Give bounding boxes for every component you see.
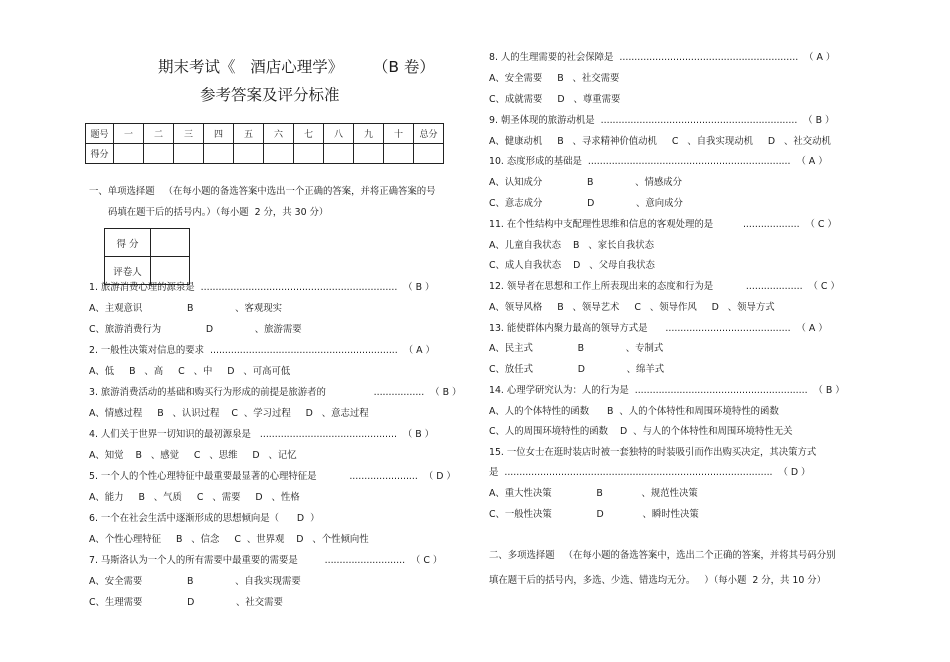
question-line: A、领导风格 B 、领导艺术 C 、领导作风 D 、领导方式 bbox=[489, 302, 775, 313]
score-entry-cell[interactable] bbox=[234, 144, 264, 164]
exam-subtitle: 参考答案及评分标准 bbox=[200, 86, 340, 104]
question-line: A、人的个体特性的函数 B 、人的个体特性和周围环境特性的函数 bbox=[489, 406, 779, 417]
score-table-cell: 一 bbox=[114, 124, 144, 144]
score-table-cell: 十 bbox=[384, 124, 414, 144]
score-table-cell: 三 bbox=[174, 124, 204, 144]
question-line: A、主观意识 B 、客观现实 bbox=[89, 303, 283, 314]
score-entry-cell[interactable] bbox=[174, 144, 204, 164]
question-line: A、低 B 、高 C 、中 D 、可高可低 bbox=[89, 366, 291, 377]
score-entry-cell[interactable] bbox=[294, 144, 324, 164]
question-line: A、安全需要 B 、自我实现需要 bbox=[89, 576, 301, 587]
score-entry-cell[interactable] bbox=[144, 144, 174, 164]
question-line: A、情感过程 B 、认识过程 C 、学习过程 D 、意志过程 bbox=[89, 408, 369, 419]
score-table-cell: 八 bbox=[324, 124, 354, 144]
question-line: A、儿童自我状态 B 、家长自我状态 bbox=[489, 240, 654, 251]
question-line: C、放任式 D 、绵羊式 bbox=[489, 364, 665, 375]
question-line: A、能力 B 、气质 C 、需要 D 、性格 bbox=[89, 492, 300, 503]
score-entry-cell[interactable] bbox=[414, 144, 444, 164]
score-entry-cell[interactable] bbox=[384, 144, 414, 164]
grader-name-label: 评卷人 bbox=[105, 257, 151, 285]
question-line: C、生理需要 D 、社交需要 bbox=[89, 597, 283, 608]
score-table-cell: 总分 bbox=[414, 124, 444, 144]
section1-heading-line2: 码填在题干后的括号内。）（每小题 2 分，共 30 分） bbox=[108, 207, 329, 218]
score-table-cell: 四 bbox=[204, 124, 234, 144]
question-line: C、人的周围环境特性的函数 D 、与人的个体特性和周围环境特性无关 bbox=[489, 426, 793, 437]
exam-title: 期末考试《 酒店心理学》 （B 卷） bbox=[158, 58, 435, 76]
question-line: 12. 领导者在思想和工作上所表现出来的态度和行为是 ................... （ C ） bbox=[489, 281, 840, 292]
question-line: 14. 心理学研究认为：人的行为是 .......................................................... （ B ） bbox=[489, 385, 845, 396]
question-line: C、一般性决策 D 、瞬时性决策 bbox=[489, 509, 699, 520]
question-line: C、意志成分 D 、意向成分 bbox=[489, 198, 683, 209]
score-table bbox=[85, 123, 444, 164]
question-line: 11. 在个性结构中支配理性思维和信息的客观处理的是 ................... （ C ） bbox=[489, 219, 837, 230]
score-entry-cell[interactable] bbox=[324, 144, 354, 164]
grader-box bbox=[104, 228, 190, 285]
score-table-header-row bbox=[86, 124, 444, 144]
score-table-score-row bbox=[86, 144, 444, 164]
question-line: C、旅游消费行为 D 、旅游需要 bbox=[89, 324, 302, 335]
section1-heading-line1: 一、单项选择题 （在每小题的备选答案中选出一个正确的答案，并将正确答案的号 bbox=[89, 186, 436, 197]
question-line: 2. 一般性决策对信息的要求 ............................................................... （ A ） bbox=[89, 345, 435, 356]
score-entry-cell[interactable] bbox=[204, 144, 234, 164]
score-table-cell: 得分 bbox=[86, 144, 114, 164]
question-line: 是 .......................................................................................... （ D ） bbox=[489, 467, 811, 478]
section2-heading-line2: 填在题干后的括号内，多选、少选、错选均无分。 ）（每小题 2 分，共 10 分） bbox=[489, 575, 827, 586]
question-line: 5. 一个人的个性心理特征中最重要最显著的心理特征是 ....................... （ D ） bbox=[89, 471, 456, 482]
question-line: 4. 人们关于世界一切知识的最初源泉是 .............................................. （ B ） bbox=[89, 429, 435, 440]
score-table-cell: 六 bbox=[264, 124, 294, 144]
question-line: A、个性心理特征 B 、信念 C 、世界观 D 、个性倾向性 bbox=[89, 534, 369, 545]
score-entry-cell[interactable] bbox=[354, 144, 384, 164]
question-line: 13. 能使群体内聚力最高的领导方式是 .......................................... （ A ） bbox=[489, 323, 828, 334]
question-line: A、健康动机 B 、寻求精神价值动机 C 、自我实现动机 D 、社交动机 bbox=[489, 136, 831, 147]
section2-heading-line1: 二、多项选择题 （在每小题的备选答案中，选出二个正确的答案，并将其号码分别 bbox=[489, 550, 836, 561]
score-table-cell: 五 bbox=[234, 124, 264, 144]
score-table-cell: 题号 bbox=[86, 124, 114, 144]
question-line: C、成就需要 D 、尊重需要 bbox=[489, 94, 621, 105]
question-line: A、重大性决策 B 、规范性决策 bbox=[489, 488, 698, 499]
question-line: 1. 旅游消费心理的源泉是 .................................................................. （ B ） bbox=[89, 282, 435, 293]
question-line: A、认知成分 B 、情感成分 bbox=[489, 177, 683, 188]
score-entry-cell[interactable] bbox=[114, 144, 144, 164]
score-entry-cell[interactable] bbox=[264, 144, 294, 164]
question-line: 9. 朝圣体现的旅游动机是 .................................................................. （ B ） bbox=[489, 115, 835, 126]
score-table-cell: 九 bbox=[354, 124, 384, 144]
question-line: C、成人自我状态 D 、父母自我状态 bbox=[489, 260, 655, 271]
question-line: A、民主式 B 、专制式 bbox=[489, 343, 664, 354]
question-line: 15. 一位女士在逛时装店时被一套独特的时装吸引而作出购买决定，其决策方式 bbox=[489, 447, 817, 458]
question-line: A、安全需要 B 、社交需要 bbox=[489, 73, 620, 84]
question-line: 6. 一个在社会生活中逐渐形成的思想倾向是（ D ） bbox=[89, 513, 320, 524]
grader-score-cell[interactable] bbox=[151, 229, 190, 257]
score-table-cell: 二 bbox=[144, 124, 174, 144]
question-line: A、知觉 B 、感觉 C 、思维 D 、记忆 bbox=[89, 450, 297, 461]
question-line: 8. 人的生理需要的社会保障是 ............................................................ （ A ） bbox=[489, 52, 836, 63]
question-line: 7. 马斯洛认为一个人的所有需要中最重要的需要是 ........................... （ C ） bbox=[89, 555, 443, 566]
question-line: 3. 旅游消费活动的基础和购买行为形成的前提是旅游者的 ................. （ B ） bbox=[89, 387, 462, 398]
grader-name-cell[interactable] bbox=[151, 257, 190, 285]
score-table-cell: 七 bbox=[294, 124, 324, 144]
question-line: 10. 态度形成的基础是 .................................................................... （ A ） bbox=[489, 156, 828, 167]
grader-score-label: 得 分 bbox=[105, 229, 151, 257]
